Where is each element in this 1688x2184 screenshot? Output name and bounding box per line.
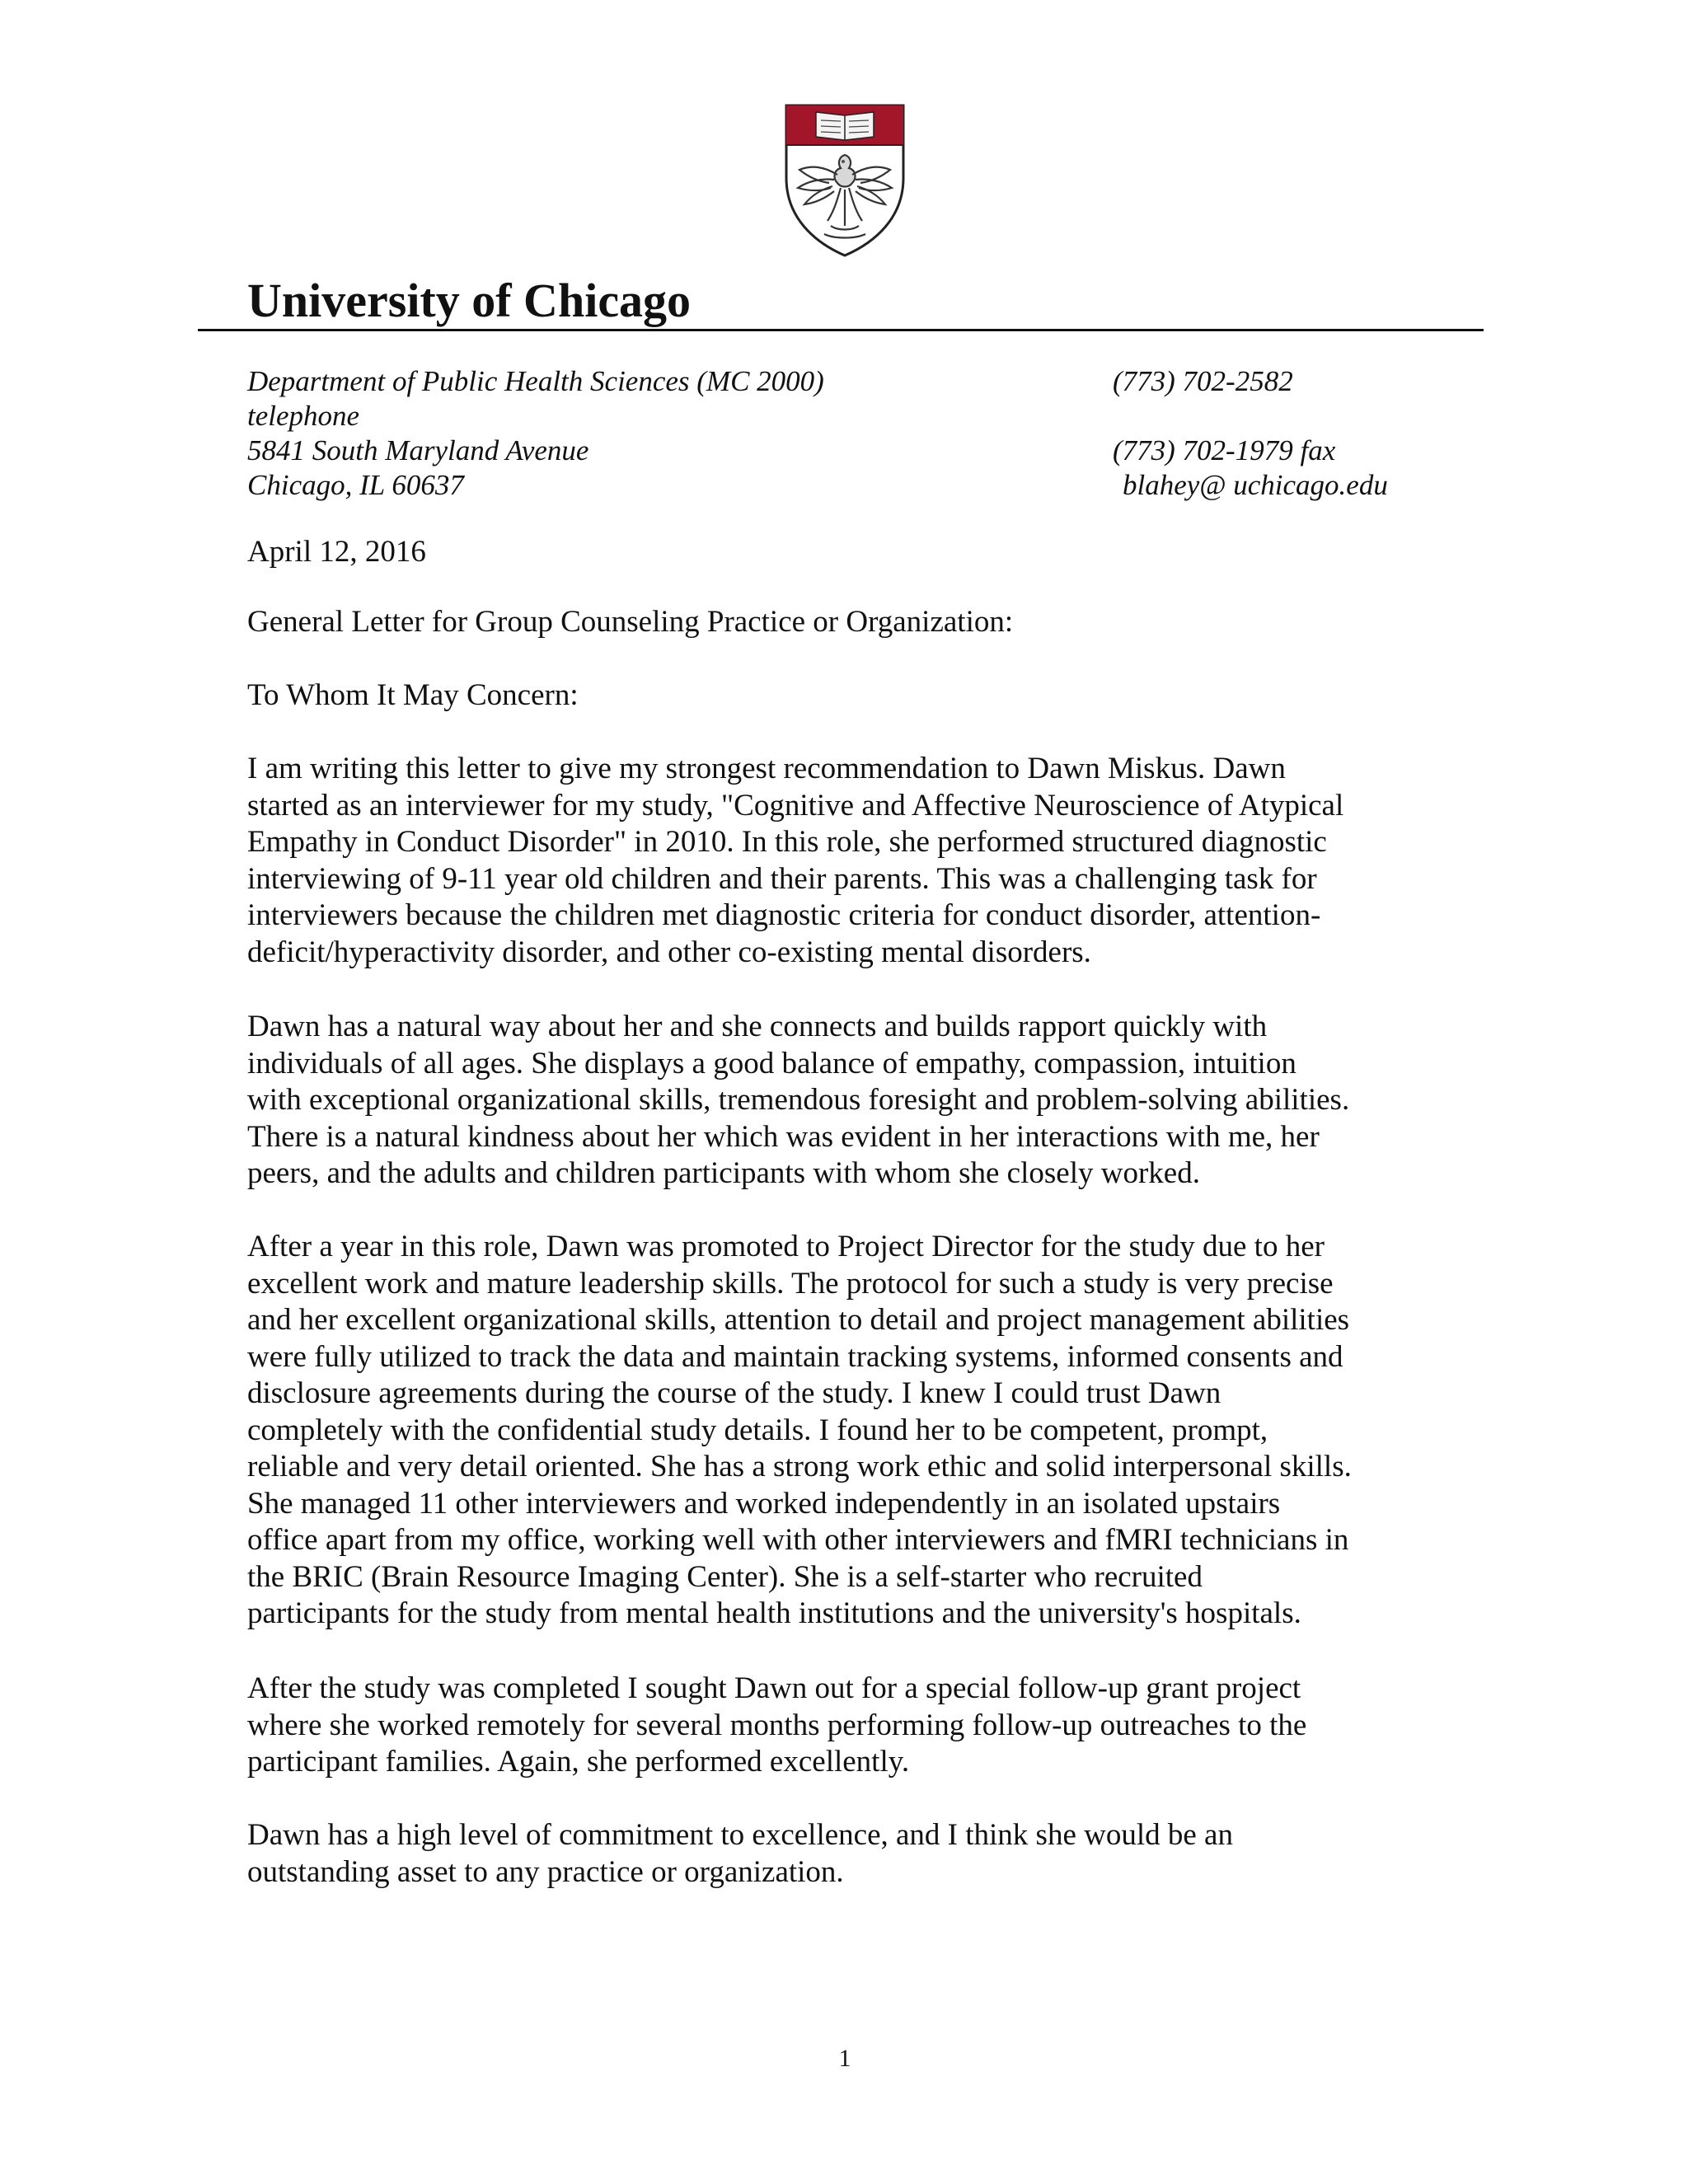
- text-line: Dawn has a high level of commitment to excellence, and I think she would be an: [247, 1818, 1233, 1852]
- salutation: To Whom It May Concern:: [247, 678, 579, 712]
- text-line: office apart from my office, working well with other interviewers and fMRI technicians in: [247, 1523, 1349, 1557]
- text-line: were fully utilized to track the data and maintain tracking systems, informed consents and: [247, 1339, 1343, 1374]
- email-address: blahey@ uchicago.edu: [1123, 469, 1388, 501]
- text-line: outstanding asset to any practice or organization.: [247, 1854, 844, 1889]
- text-line: interviewers because the children met diagnostic criteria for conduct disorder, attention-: [247, 898, 1321, 932]
- text-line: interviewing of 9-11 year old children and their parents. This was a challenging task for: [247, 861, 1317, 896]
- text-line: There is a natural kindness about her which was evident in her interactions with me, her: [247, 1119, 1320, 1154]
- letter-subject: General Letter for Group Counseling Practice or Organization:: [247, 605, 1014, 639]
- university-name: University of Chicago: [247, 274, 692, 327]
- text-line: the BRIC (Brain Resource Imaging Center). She is a self-starter who recruited: [247, 1559, 1203, 1594]
- text-line: I am writing this letter to give my strongest recommendation to Dawn Miskus. Dawn: [247, 752, 1286, 785]
- text-line: Dawn has a natural way about her and she connects and builds rapport quickly with: [247, 1010, 1268, 1043]
- text-line: excellent work and mature leadership skills. The protocol for such a study is very precise: [247, 1266, 1334, 1301]
- text-line: completely with the confidential study details. I found her to be competent, prompt,: [247, 1413, 1268, 1447]
- department-line: Department of Public Health Sciences (MC 2000): [247, 365, 824, 397]
- paragraph-5: [247, 1817, 1484, 1891]
- page-number: 1: [838, 2045, 851, 2072]
- text-line: reliable and very detail oriented. She has a strong work ethic and solid interpersonal skills.: [247, 1450, 1352, 1483]
- paragraph-4: [247, 1671, 1484, 1781]
- phone-number: (773) 702-2582: [1113, 365, 1293, 397]
- text-line: peers, and the adults and children participants with whom she closely worked.: [247, 1156, 1200, 1190]
- text-line: participants for the study from mental health institutions and the university's hospitals.: [247, 1596, 1301, 1630]
- text-line: She managed 11 other interviewers and worked independently in an isolated upstairs: [247, 1486, 1281, 1521]
- text-line: individuals of all ages. She displays a good balance of empathy, compassion, intuition: [247, 1046, 1296, 1080]
- fax-number: (773) 702-1979 fax: [1113, 434, 1336, 466]
- text-line: participant families. Again, she performed excellently.: [247, 1745, 910, 1779]
- text-line: deficit/hyperactivity disorder, and other co-existing mental disorders.: [247, 935, 1091, 969]
- university-crest-icon: [783, 102, 907, 259]
- street-address: 5841 South Maryland Avenue: [247, 434, 589, 466]
- header-divider: [198, 329, 1484, 331]
- text-line: with exceptional organizational skills, tremendous foresight and problem-solving abilities.: [247, 1083, 1350, 1117]
- text-line: and her excellent organizational skills, attention to detail and project management abilities: [247, 1303, 1350, 1337]
- text-line: started as an interviewer for my study, "Cognitive and Affective Neuroscience of Atypical: [247, 788, 1344, 823]
- letter-date: April 12, 2016: [247, 535, 426, 569]
- text-line: Empathy in Conduct Disorder" in 2010. In this role, she performed structured diagnostic: [247, 825, 1327, 859]
- city-state-zip: Chicago, IL 60637: [247, 469, 464, 501]
- paragraph-3: [247, 1229, 1484, 1633]
- text-line: After the study was completed I sought Dawn out for a special follow-up grant project: [247, 1671, 1301, 1705]
- paragraph-1: [247, 751, 1484, 971]
- text-line: After a year in this role, Dawn was promoted to Project Director for the study due to her: [247, 1230, 1325, 1263]
- paragraph-2: [247, 1009, 1484, 1193]
- telephone-label: telephone: [247, 400, 360, 432]
- text-line: where she worked remotely for several months performing follow-up outreaches to the: [247, 1708, 1307, 1742]
- text-line: disclosure agreements during the course of the study. I knew I could trust Dawn: [247, 1376, 1221, 1410]
